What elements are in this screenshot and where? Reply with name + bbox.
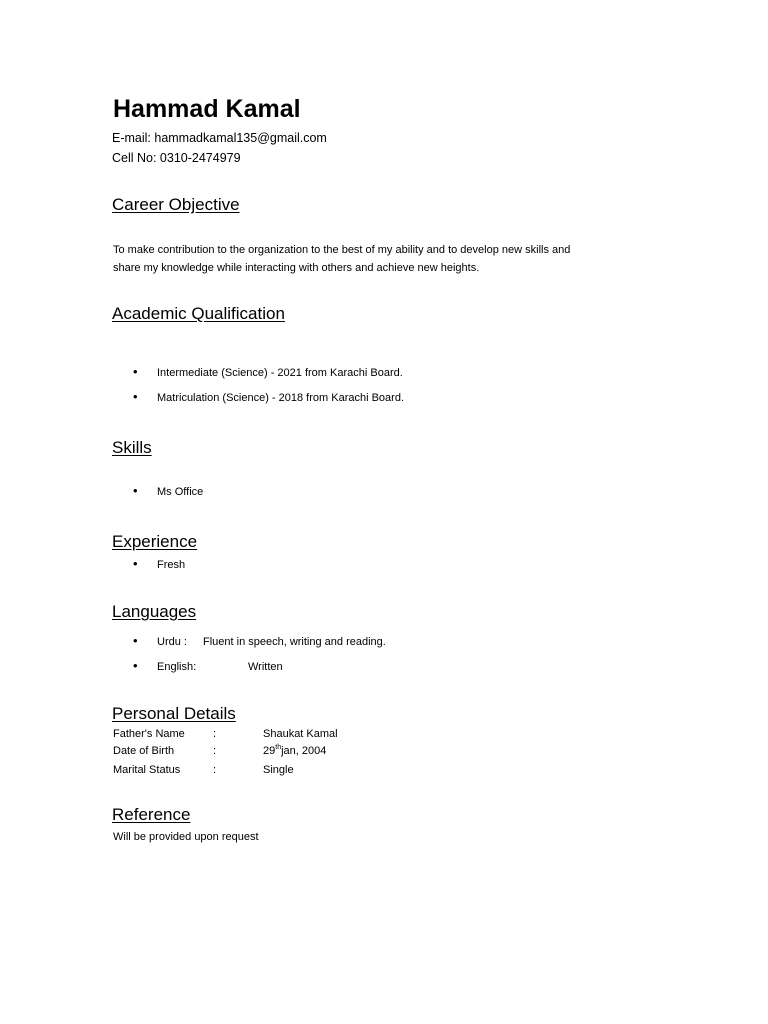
dob-day: 29 (263, 745, 276, 757)
candidate-name: Hammad Kamal (113, 95, 301, 123)
marital-status-value: Single (263, 764, 294, 776)
skills-heading: Skills (112, 438, 152, 457)
cell-line: Cell No: 0310-2474979 (112, 151, 241, 165)
reference-text: Will be provided upon request (113, 831, 259, 843)
personal-details-heading: Personal Details (112, 704, 236, 723)
bullet-icon: • (133, 658, 138, 673)
colon: : (213, 728, 217, 740)
colon: : (213, 764, 217, 776)
reference-heading: Reference (112, 805, 191, 824)
marital-status-label: Marital Status (113, 764, 181, 776)
language-value: Fluent in speech, writing and reading. (203, 636, 386, 648)
fathers-name-value: Shaukat Kamal (263, 728, 338, 740)
dob-rest: jan, 2004 (281, 745, 327, 757)
dob-ordinal: th (275, 744, 282, 751)
colon: : (213, 745, 217, 757)
academic-item: Matriculation (Science) - 2018 from Karachi Board. (157, 392, 404, 404)
skill-item: Ms Office (157, 486, 204, 498)
date-of-birth-value (263, 745, 326, 757)
bullet-icon: • (133, 633, 138, 648)
bullet-icon: • (133, 364, 138, 379)
language-label: English: (157, 661, 197, 673)
email-line: E-mail: hammadkamal135@gmail.com (112, 131, 327, 145)
academic-item: Intermediate (Science) - 2021 from Karachi Board. (157, 367, 403, 379)
experience-item: Fresh (157, 559, 186, 571)
language-value: Written (248, 661, 283, 673)
languages-heading: Languages (112, 602, 197, 621)
language-label: Urdu : (157, 636, 187, 648)
academic-heading: Academic Qualification (112, 304, 285, 323)
career-objective-line-1: To make contribution to the organization to the best of my ability and to develop new skills and (113, 244, 571, 256)
career-objective-line-2: share my knowledge while interacting with others and achieve new heights. (113, 262, 480, 274)
career-objective-heading: Career Objective (112, 195, 240, 214)
bullet-icon: • (133, 556, 138, 571)
fathers-name-label: Father's Name (113, 728, 185, 740)
date-of-birth-label: Date of Birth (113, 745, 175, 757)
experience-heading: Experience (112, 532, 198, 551)
bullet-icon: • (133, 389, 138, 404)
bullet-icon: • (133, 483, 138, 498)
